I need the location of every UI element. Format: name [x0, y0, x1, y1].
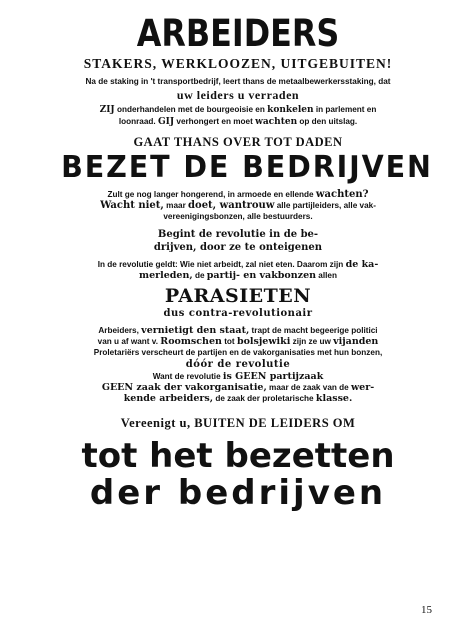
text-line-emphasis: Begint de revolutie in de be-: [157, 229, 319, 240]
text-line: [52, 189, 424, 200]
text-run: de: [192, 271, 207, 280]
text-line: [52, 325, 424, 336]
text-run: van u af want v.: [97, 337, 161, 346]
text-emphasis: GEEN: [101, 382, 134, 393]
text-run: op den uitslag.: [297, 117, 358, 126]
text-emphasis: konkelen: [267, 105, 314, 115]
text-emphasis: doet, wantrouw: [188, 200, 275, 211]
page-number: 15: [421, 604, 432, 616]
heading-vereenigt: Vereenigt u, BUITEN DE LEIDERS OM: [120, 416, 356, 430]
text-emphasis: wachten?: [315, 189, 369, 200]
text-emphasis: is GEEN partijzaak: [222, 371, 324, 382]
heading-gaat-thans: GAAT THANS OVER TOT DADEN: [133, 135, 343, 149]
text-run: in parlement en: [313, 105, 377, 114]
text-run: Zult ge nog langer hongerend, in armoede en ellende: [107, 190, 316, 199]
closing-line-1: tot het bezetten: [81, 436, 395, 476]
text-emphasis: ZIJ: [99, 105, 115, 115]
heading-parasieten: PARASIETEN: [164, 285, 312, 307]
text-emphasis: zaak der vakorganisatie,: [133, 382, 267, 393]
text-line: [52, 270, 424, 281]
text-run: Arbeiders,: [98, 326, 142, 335]
text-run: verhongert en moet: [174, 117, 256, 126]
text-line: [52, 259, 424, 270]
text-line-emphasis: drijven, door ze te onteigenen: [153, 242, 323, 253]
text-line-emphasis: dóór de revolutie: [185, 359, 291, 370]
poster-subtitle: STAKERS, WERKLOOZEN, UITGEBUITEN!: [83, 56, 393, 71]
text-line: [52, 200, 424, 211]
text-emphasis: GIJ: [157, 117, 175, 127]
text-run: trapt de macht begeerige politici: [249, 326, 378, 335]
text-emphasis: kende arbeiders,: [123, 393, 214, 404]
text-emphasis: partij- en vakbonzen: [206, 270, 317, 281]
text-run: allen: [316, 271, 337, 280]
text-line: vereenigingsbonzen, alle bestuurders.: [163, 212, 313, 221]
text-run: de zaak der proletarische: [213, 394, 316, 403]
text-line: [52, 382, 424, 393]
text-emphasis: klasse.: [315, 393, 353, 404]
closing-line-2: der bedrijven: [89, 473, 387, 513]
text-run: alle partijleiders, alle vak-: [274, 201, 376, 210]
text-run: maar de zaak van de: [266, 383, 351, 392]
text-emphasis: merleden,: [139, 270, 193, 281]
text-run: tot: [221, 337, 237, 346]
text-line: [52, 336, 424, 347]
text-line: [52, 371, 424, 382]
text-run: In de revolutie geldt: Wie niet arbeidt, zal niet eten. Daarom zijn: [97, 260, 346, 269]
text-run: Want de revolutie: [152, 372, 223, 381]
text-line-emphasis: dus contra-revolutionair: [163, 308, 313, 319]
text-run: loonraad.: [118, 117, 158, 126]
poster: [52, 12, 433, 513]
text-run: zijn ze uw: [290, 337, 334, 346]
heading-bezet: BEZET DE BEDRIJVEN: [61, 150, 433, 185]
text-emphasis: vijanden: [333, 336, 379, 347]
text-line: Proletariërs verscheurt de partijen en de vakorganisaties met hun bonzen,: [93, 348, 383, 357]
poster-title: ARBEIDERS: [136, 12, 340, 55]
text-emphasis: Wacht niet,: [100, 200, 164, 211]
text-line-emphasis: uw leiders u verraden: [176, 88, 300, 102]
text-line: [52, 104, 424, 116]
text-emphasis: de ka-: [345, 259, 379, 270]
text-emphasis: wachten: [255, 117, 298, 127]
text-line: Na de staking in 't transportbedrijf, leert thans de metaalbewerkersstaking, dat: [85, 77, 391, 86]
text-emphasis: vernietigt den staat,: [141, 325, 250, 336]
text-line: [52, 393, 424, 404]
text-run: onderhandelen met de bourgeoisie en: [114, 105, 268, 114]
text-line: [52, 116, 424, 128]
text-emphasis: Roomschen: [160, 336, 222, 347]
text-emphasis: bolsjewiki: [236, 336, 291, 347]
text-run: maar: [163, 201, 189, 210]
text-emphasis: wer-: [350, 382, 375, 393]
